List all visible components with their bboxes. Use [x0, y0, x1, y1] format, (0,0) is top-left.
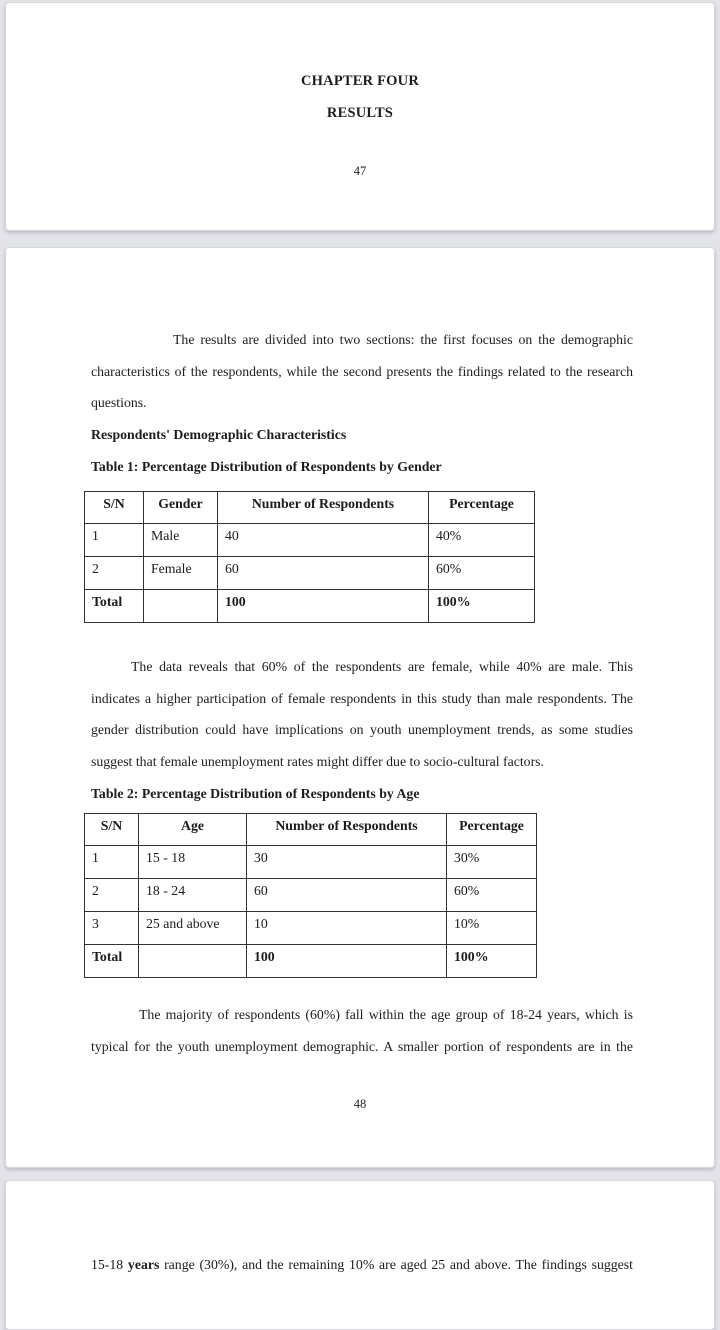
- table-total-row: [85, 945, 537, 978]
- table-cell: Female: [144, 557, 218, 590]
- table-cell: Total: [85, 945, 139, 978]
- table-cell: 1: [85, 846, 139, 879]
- paragraph-line: gender distribution could have implications on youth unemployment trends, as some studies: [91, 722, 633, 738]
- paragraph-line: The data reveals that 60% of the respondents are female, while 40% are male. This: [131, 659, 633, 674]
- table-total-row: [85, 590, 535, 623]
- paragraph-line: characteristics of the respondents, while the second presents the findings related to the research: [91, 363, 633, 379]
- table-cell: 60%: [447, 879, 537, 912]
- table-cell: 30: [247, 846, 447, 879]
- table-row: [85, 879, 537, 912]
- paragraph-line: suggest that female unemployment rates might differ due to socio-cultural factors.: [91, 754, 544, 770]
- table-cell: 10%: [447, 912, 537, 945]
- table-header-cell: S/N: [85, 814, 139, 846]
- intro-paragraph: [91, 324, 633, 419]
- table-cell: 100: [247, 945, 447, 978]
- paragraph-line: [91, 1249, 633, 1281]
- table-cell: 15 - 18: [139, 846, 247, 879]
- chapter-heading: CHAPTER FOUR: [301, 73, 419, 89]
- table-cell: 60: [218, 557, 429, 590]
- table-cell: 40%: [429, 524, 535, 557]
- document-page-49[interactable]: [5, 1180, 715, 1330]
- continuation-paragraph: [91, 1249, 633, 1281]
- table-header-cell: Number of Respondents: [218, 492, 429, 524]
- table-cell: 100%: [429, 590, 535, 623]
- table-cell: 2: [85, 879, 139, 912]
- table-cell: 10: [247, 912, 447, 945]
- table-cell: Male: [144, 524, 218, 557]
- table-header-cell: Percentage: [429, 492, 535, 524]
- paragraph-line: questions.: [91, 395, 147, 411]
- table-header-row: [85, 814, 537, 846]
- document-page-48[interactable]: [5, 247, 715, 1168]
- table-cell: [139, 945, 247, 978]
- table-cell: 30%: [447, 846, 537, 879]
- paragraph-line: The results are divided into two sections: the first focuses on the demographic: [173, 332, 633, 347]
- document-page-47[interactable]: [5, 2, 715, 231]
- table-header-cell: Gender: [144, 492, 218, 524]
- table-cell: 2: [85, 557, 144, 590]
- table-header-cell: Number of Respondents: [247, 814, 447, 846]
- paragraph-line: typical for the youth unemployment demographic. A smaller portion of respondents are in the: [91, 1038, 633, 1054]
- section-heading: Respondents' Demographic Characteristics: [91, 427, 347, 442]
- table-row: [85, 912, 537, 945]
- age-table: [84, 813, 537, 978]
- results-heading: RESULTS: [326, 105, 394, 121]
- table-header-cell: Percentage: [447, 814, 537, 846]
- table-cell: 100%: [447, 945, 537, 978]
- paragraph-line: indicates a higher participation of female respondents in this study than male respondents. The: [91, 690, 633, 706]
- table-cell: 1: [85, 524, 144, 557]
- gender-paragraph: [91, 651, 633, 778]
- table-cell: 60%: [429, 557, 535, 590]
- table-cell: Total: [85, 590, 144, 623]
- line-bold-text: years: [127, 1257, 160, 1272]
- table-row: [85, 524, 535, 557]
- table-cell: 40: [218, 524, 429, 557]
- table1-caption: Table 1: Percentage Distribution of Respondents by Gender: [91, 459, 442, 474]
- table-cell: 18 - 24: [139, 879, 247, 912]
- table-header-cell: Age: [139, 814, 247, 846]
- table-cell: 3: [85, 912, 139, 945]
- age-paragraph: [91, 999, 633, 1062]
- gender-table: [84, 491, 535, 623]
- table2-caption: Table 2: Percentage Distribution of Respondents by Age: [91, 786, 420, 801]
- table-cell: 100: [218, 590, 429, 623]
- table-row: [85, 846, 537, 879]
- table-header-cell: S/N: [85, 492, 144, 524]
- table-cell: 60: [247, 879, 447, 912]
- table-row: [85, 557, 535, 590]
- page-number: 48: [353, 1097, 367, 1111]
- table-cell: 25 and above: [139, 912, 247, 945]
- table-cell: [144, 590, 218, 623]
- page-number: 47: [353, 164, 367, 178]
- line-text: range (30%), and the remaining 10% are aged 25 and above. The findings suggest: [159, 1257, 633, 1272]
- line-text: 15-18: [91, 1257, 128, 1272]
- table-header-row: [85, 492, 535, 524]
- paragraph-line: The majority of respondents (60%) fall within the age group of 18-24 years, which is: [139, 1007, 633, 1022]
